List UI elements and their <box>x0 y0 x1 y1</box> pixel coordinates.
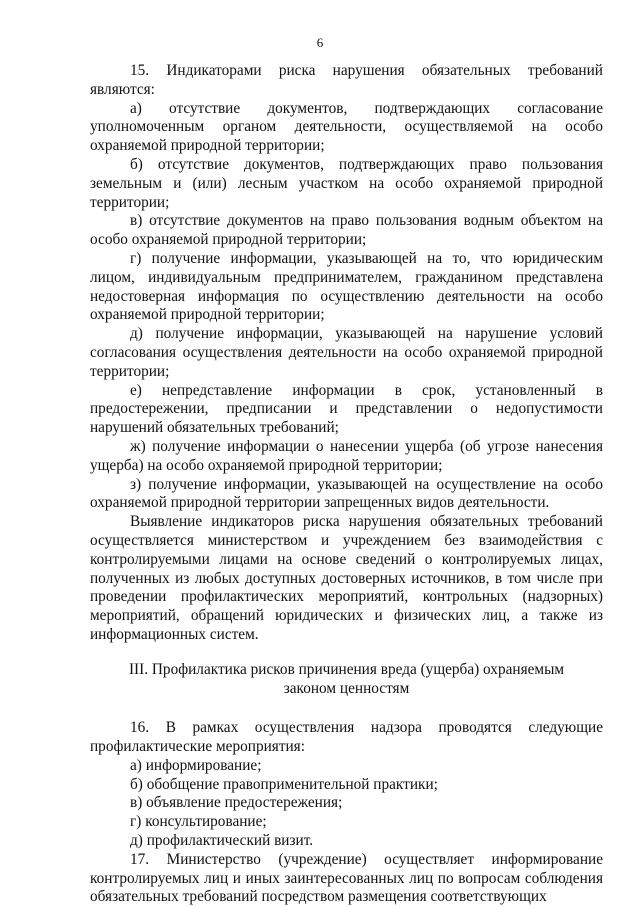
paragraph-16-intro: 16. В рамках осуществления надзора проводятся следующие профилактические мероприятия: <box>90 719 603 756</box>
paragraph-15-item-a: а) отсутствие документов, подтверждающих согласование уполномоченным органом деятельности, осуществляемой на особо охраняемой природной территории; <box>90 99 603 155</box>
paragraph-15-item-z: з) получение информации, указывающей на осуществление на особо охраняемой природной территории запрещенных видов деятельности. <box>90 475 603 512</box>
paragraph-15-closing: Выявление индикаторов риска нарушения обязательных требований осуществляется министерством и учреждением без взаимодействия с контролируемыми лицами на основе сведений о контролируемых лицах, полученных из любых доступных достоверных источников, в том числе при проведении профилактических мероприятий, контрольных (надзорных) мероприятий, обращений юридических и физических лиц, а также из информационных систем. <box>90 513 603 643</box>
paragraph-15-item-v: в) отсутствие документов на право пользования водным объектом на особо охраняемой природной территории; <box>90 212 603 249</box>
paragraph-15-intro: 15. Индикаторами риска нарушения обязательных требований являются: <box>90 62 603 98</box>
section-heading-line-1: III. Профилактика рисков причинения вреда (ущерба) охраняемым <box>128 660 565 678</box>
paragraph-16-item-d: д) профилактический визит. <box>130 832 314 850</box>
paragraph-15-item-e: е) непредставление информации в срок, установленный в предостережении, предписании и представлении о недопустимости нарушений обязательных требований; <box>90 381 603 437</box>
paragraph-16-item-v: в) объявление предостережения; <box>130 794 343 812</box>
paragraph-17: 17. Министерство (учреждение) осуществляет информирование контролируемых лиц и иных заинтересованных лиц по вопросам соблюдения обязательных требований посредством размещения соответствующих <box>90 850 603 906</box>
paragraph-15-item-b: б) отсутствие документов, подтверждающих право пользования земельным и (или) лесным участком на особо охраняемой природной территории; <box>90 155 603 211</box>
paragraph-16-item-a: а) информирование; <box>130 756 262 774</box>
document-body <box>90 62 603 907</box>
section-heading-line-2: законом ценностям <box>283 679 410 697</box>
paragraph-15-item-g: г) получение информации, указывающей на то, что юридическим лицом, индивидуальным предпринимателем, гражданином представлена недостоверная информация по осуществлению деятельности на особо охраняемой природной территории; <box>90 249 603 324</box>
paragraph-15-item-zh: ж) получение информации о нанесении ущерба (об угрозе нанесения ущерба) на особо охраняемой природной территории; <box>90 437 603 474</box>
paragraph-15-item-d: д) получение информации, указывающей на нарушение условий согласования осуществления деятельности на особо охраняемой природной территории; <box>90 325 603 380</box>
paragraph-16-item-g: г) консультирование; <box>130 813 267 831</box>
paragraph-16-item-b: б) обобщение правоприменительной практики; <box>130 775 438 793</box>
page-number: 6 <box>316 35 324 50</box>
